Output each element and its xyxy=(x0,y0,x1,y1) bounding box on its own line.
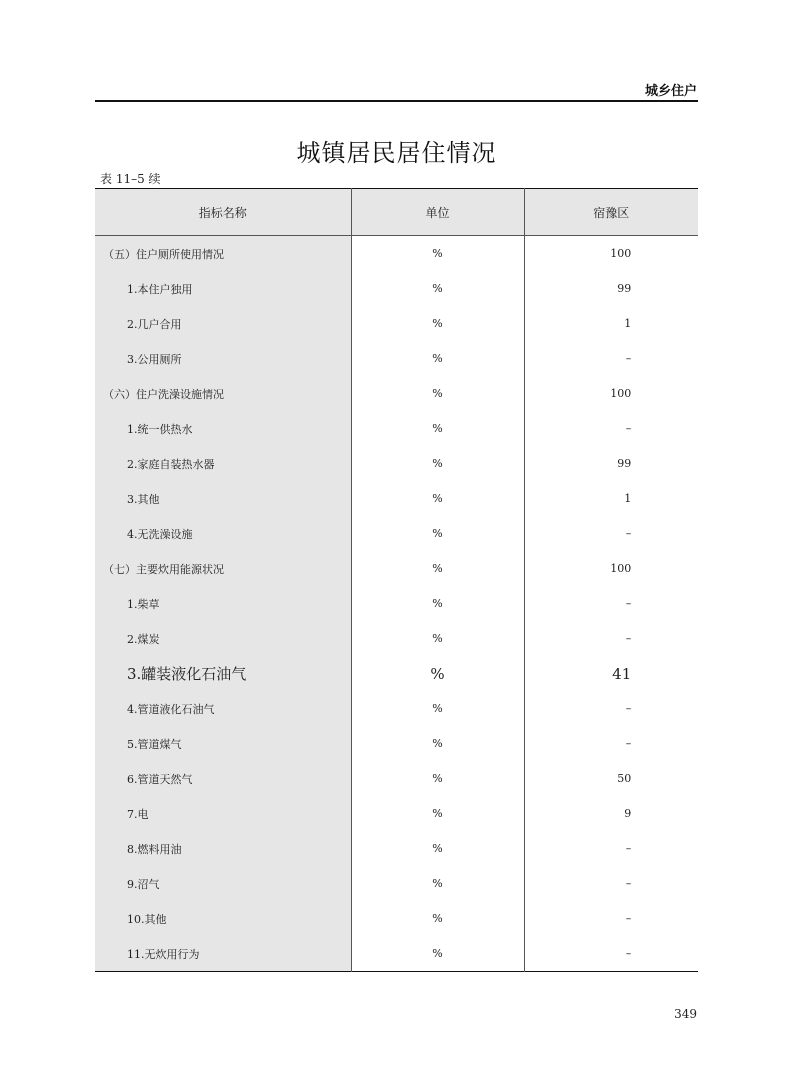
table-row xyxy=(95,621,698,656)
indicator-value: – xyxy=(625,352,632,365)
indicator-unit: % xyxy=(351,621,524,656)
indicator-name: 10.其他 xyxy=(95,901,351,936)
header-rule xyxy=(95,100,698,102)
indicator-unit: % xyxy=(351,691,524,726)
indicator-value: – xyxy=(625,702,632,715)
indicator-unit: % xyxy=(351,446,524,481)
indicator-unit: % xyxy=(351,516,524,551)
table-row xyxy=(95,831,698,866)
indicator-value: – xyxy=(625,737,632,750)
indicator-name: 1.本住户独用 xyxy=(95,271,351,306)
indicator-value: – xyxy=(625,422,632,435)
indicator-name: 8.燃料用油 xyxy=(95,831,351,866)
indicator-value-cell xyxy=(524,936,698,972)
indicator-value-cell xyxy=(524,236,698,272)
indicator-unit: % xyxy=(351,271,524,306)
indicator-value: – xyxy=(625,877,632,890)
table-row xyxy=(95,341,698,376)
page-title: 城镇居民居住情况 xyxy=(296,139,497,167)
indicator-name: 2.煤炭 xyxy=(95,621,351,656)
indicator-value: 1 xyxy=(624,492,632,505)
indicator-value: 100 xyxy=(610,247,632,260)
indicator-value: 50 xyxy=(617,772,632,785)
indicator-unit: % xyxy=(351,796,524,831)
indicator-value-cell xyxy=(524,866,698,901)
indicator-unit: % xyxy=(351,761,524,796)
indicator-name: 6.管道天然气 xyxy=(95,761,351,796)
indicator-name: 1.柴草 xyxy=(95,586,351,621)
indicator-value-cell xyxy=(524,656,698,691)
indicator-value-cell xyxy=(524,481,698,516)
indicator-value-cell xyxy=(524,516,698,551)
indicator-name: 4.管道液化石油气 xyxy=(95,691,351,726)
indicator-unit: % xyxy=(351,866,524,901)
table-row xyxy=(95,551,698,586)
indicator-value-cell xyxy=(524,796,698,831)
table-row xyxy=(95,866,698,901)
indicator-unit: % xyxy=(351,726,524,761)
indicator-value: – xyxy=(625,527,632,540)
indicator-name: 1.统一供热水 xyxy=(95,411,351,446)
column-header-region: 宿豫区 xyxy=(524,189,698,236)
indicator-unit: % xyxy=(351,656,524,691)
indicator-name: 7.电 xyxy=(95,796,351,831)
table-row xyxy=(95,376,698,411)
indicator-name: 2.几户合用 xyxy=(95,306,351,341)
indicator-unit: % xyxy=(351,901,524,936)
indicator-unit: % xyxy=(351,341,524,376)
indicator-unit: % xyxy=(351,481,524,516)
indicator-unit: % xyxy=(351,586,524,621)
indicator-value-cell xyxy=(524,901,698,936)
indicator-unit: % xyxy=(351,551,524,586)
indicator-value: 100 xyxy=(610,387,632,400)
indicator-value-cell xyxy=(524,411,698,446)
indicator-value-cell xyxy=(524,271,698,306)
indicator-value-cell xyxy=(524,831,698,866)
indicator-value-cell xyxy=(524,586,698,621)
table-label: 表 11–5 续 xyxy=(100,172,161,186)
table-row xyxy=(95,936,698,972)
table-row xyxy=(95,656,698,691)
table-row xyxy=(95,271,698,306)
indicator-value-cell xyxy=(524,621,698,656)
indicator-unit: % xyxy=(351,306,524,341)
indicator-name: 3.其他 xyxy=(95,481,351,516)
table-row xyxy=(95,586,698,621)
table-row xyxy=(95,761,698,796)
table-body xyxy=(95,236,698,972)
indicator-value-cell xyxy=(524,726,698,761)
indicator-name: 5.管道煤气 xyxy=(95,726,351,761)
indicator-unit: % xyxy=(351,376,524,411)
section-label: 城乡住户 xyxy=(644,84,697,99)
indicator-value-cell xyxy=(524,551,698,586)
indicator-value-cell xyxy=(524,376,698,411)
indicator-unit: % xyxy=(351,411,524,446)
indicator-name: 11.无炊用行为 xyxy=(95,936,351,972)
indicator-value-cell xyxy=(524,691,698,726)
indicator-value-cell xyxy=(524,341,698,376)
table-row xyxy=(95,516,698,551)
indicator-value-cell xyxy=(524,446,698,481)
indicator-name: 9.沼气 xyxy=(95,866,351,901)
table-row xyxy=(95,411,698,446)
indicator-value: 41 xyxy=(612,664,632,683)
indicator-name: 3.罐装液化石油气 xyxy=(95,656,351,691)
indicator-value: 1 xyxy=(624,317,632,330)
table-row xyxy=(95,691,698,726)
table-row xyxy=(95,726,698,761)
table-row xyxy=(95,236,698,272)
indicator-name: 2.家庭自装热水器 xyxy=(95,446,351,481)
indicator-value: – xyxy=(625,947,632,960)
indicator-name: 3.公用厕所 xyxy=(95,341,351,376)
indicator-unit: % xyxy=(351,236,524,272)
column-header-indicator: 指标名称 xyxy=(95,189,351,236)
indicator-unit: % xyxy=(351,936,524,972)
indicator-name: （六）住户洗澡设施情况 xyxy=(95,376,351,411)
indicator-value-cell xyxy=(524,761,698,796)
indicator-value: – xyxy=(625,597,632,610)
table-row xyxy=(95,306,698,341)
page-number: 349 xyxy=(674,1007,697,1021)
indicator-value: 9 xyxy=(624,807,632,820)
indicator-name: （七）主要炊用能源状况 xyxy=(95,551,351,586)
indicator-value: – xyxy=(625,842,632,855)
indicator-name: （五）住户厕所使用情况 xyxy=(95,236,351,272)
indicator-value: 99 xyxy=(617,457,632,470)
indicator-value: – xyxy=(625,912,632,925)
data-table xyxy=(95,188,698,972)
indicator-value: 100 xyxy=(610,562,632,575)
indicator-value: – xyxy=(625,632,632,645)
indicator-value-cell xyxy=(524,306,698,341)
table-row xyxy=(95,481,698,516)
table-row xyxy=(95,446,698,481)
indicator-value: 99 xyxy=(617,282,632,295)
indicator-unit: % xyxy=(351,831,524,866)
column-header-unit: 单位 xyxy=(351,189,524,236)
table-header-row xyxy=(95,189,698,236)
indicator-name: 4.无洗澡设施 xyxy=(95,516,351,551)
table-row xyxy=(95,901,698,936)
table-row xyxy=(95,796,698,831)
